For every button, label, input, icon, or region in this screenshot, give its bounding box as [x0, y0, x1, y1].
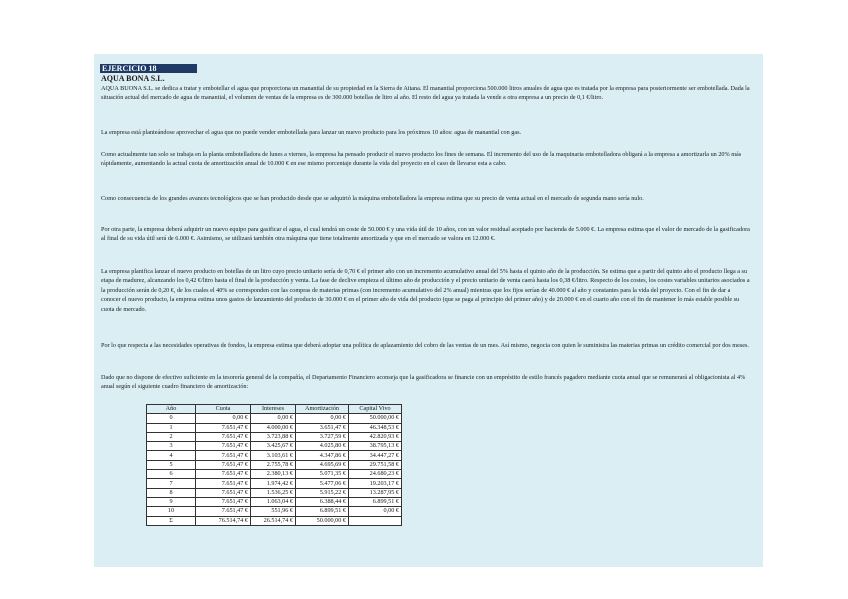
cell-amortization: 4.347,86 €: [296, 451, 349, 460]
cell-interest: 551,96 €: [251, 507, 296, 516]
cell-installment: 7.651,47 €: [196, 423, 251, 432]
header-year: Año: [147, 405, 196, 414]
cell-installment: 7.651,47 €: [196, 432, 251, 441]
cell-interest: 4.000,00 €: [251, 423, 296, 432]
cell-installment: 7.651,47 €: [196, 460, 251, 469]
cell-outstanding-capital: 38.795,13 €: [349, 442, 402, 451]
cell-amortization: 6.899,51 €: [296, 507, 349, 516]
cell-year: 6: [147, 470, 196, 479]
cell-interest: 0,00 €: [251, 414, 296, 423]
table-row: [147, 423, 402, 432]
paragraph-machinery: Como actualmente tan solo se trabaja en la planta embotelladora de lunes a viernes, la empresa ha pensado producir el nuevo producto los fines de semana. El incremento del uso de la maquinaria embotelladora obligará a la empresa a amortizarla un 20% más rápidamente, aumentando la actual cuota de amortización anual de 10.000 € en ese mismo porcentaje durante la vida del proyecto en el caso de llevarse esta a cabo.: [101, 151, 742, 168]
paragraph-intro: AQUA BUONA S.L. se dedica a tratar y embotellar el agua que proporciona un manantial de su propiedad en la Sierra de Aitana. El manantial proporciona 500.000 litros anuales de agua que es tratada por la empresa para posteriormente ser embotellada. Dada la situación actual del mercado de agua de manantial, el volumen de ventas de la empresa es de 300.000 botellas de litro al año. El resto del agua ya tratada la vende a otra empresa a un precio de 0,1 €/litro.: [101, 85, 750, 102]
cell-amortization: 50.000,00 €: [296, 516, 349, 525]
paragraph-financing: Dado que no dispone de efectivo suficiente en la tesorería general de la compañía, el Departamento Financiero aconseja que la gasificadora se financie con un empréstito de estilo francés pagadero mediante cuota anual que se remunerará al obligacionista al 4% anual según el siguiente cuadro financiero de amortización:: [101, 374, 746, 391]
exercise-label: EJERCICIO 18: [100, 64, 197, 73]
table-row: [147, 497, 402, 506]
cell-installment: 7.651,47 €: [196, 488, 251, 497]
table-row: [147, 470, 402, 479]
paragraph-working-capital: Por lo que respecta a las necesidades operativas de fondos, la empresa estima que deberá adoptar una política de aplazamiento del cobro de las ventas de un mes. Así mismo, negocia con quien le suministra las materias primas un crédito comercial por dos meses.: [101, 342, 749, 349]
cell-outstanding-capital: 29.751,58 €: [349, 460, 402, 469]
cell-installment: 0,00 €: [196, 414, 251, 423]
cell-year: 0: [147, 414, 196, 423]
cell-amortization: 3.651,47 €: [296, 423, 349, 432]
amortization-table: [146, 404, 402, 526]
cell-interest: 3.103,61 €: [251, 451, 296, 460]
cell-year: 1: [147, 423, 196, 432]
table-row: [147, 414, 402, 423]
cell-year: 10: [147, 507, 196, 516]
cell-year: 4: [147, 451, 196, 460]
header-interest: Intereses: [251, 405, 296, 414]
cell-amortization: 3.727,59 €: [296, 432, 349, 441]
cell-installment: 76.514,74 €: [196, 516, 251, 525]
cell-interest: 3.723,88 €: [251, 432, 296, 441]
cell-installment: 7.651,47 €: [196, 451, 251, 460]
table-row: [147, 488, 402, 497]
cell-outstanding-capital: [349, 516, 402, 525]
table-header-row: [147, 405, 402, 414]
header-outstanding-capital: Capital Vivo: [349, 405, 402, 414]
cell-outstanding-capital: 0,00 €: [349, 507, 402, 516]
cell-installment: 7.651,47 €: [196, 479, 251, 488]
cell-year: 9: [147, 497, 196, 506]
cell-installment: 7.651,47 €: [196, 442, 251, 451]
cell-amortization: 5.071,35 €: [296, 470, 349, 479]
cell-amortization: 5.915,22 €: [296, 488, 349, 497]
cell-year: Σ: [147, 516, 196, 525]
table-row: [147, 479, 402, 488]
cell-outstanding-capital: 50.000,00 €: [349, 414, 402, 423]
cell-year: 8: [147, 488, 196, 497]
cell-year: 7: [147, 479, 196, 488]
cell-installment: 7.651,47 €: [196, 507, 251, 516]
cell-outstanding-capital: 19.203,17 €: [349, 479, 402, 488]
table-row: [147, 507, 402, 516]
cell-interest: 1.974,42 €: [251, 479, 296, 488]
cell-outstanding-capital: 42.820,93 €: [349, 432, 402, 441]
cell-installment: 7.651,47 €: [196, 470, 251, 479]
cell-installment: 7.651,47 €: [196, 497, 251, 506]
cell-year: 3: [147, 442, 196, 451]
cell-year: 5: [147, 460, 196, 469]
cell-outstanding-capital: 34.447,27 €: [349, 451, 402, 460]
paragraph-pricing-costs: La empresa planifica lanzar el nuevo producto en botellas de un litro cuyo precio unitario sería de 0,70 € el primer año con un incremento acumulativo anual del 5% hasta el quinto año de la producción. Se estima que a partir del quinto año el producto llega a su etapa de madurez, alcanzando los 0,42 €/litro hasta el final de la producción y venta. La fase de declive empieza el último año de producción y el precio unitario de venta caerá hasta los 0,38 €/litro. Respecto de los costes, los costes variables unitarios asociados a la producción serán de 0,20 €, de los cuales el 40% se corresponden con las compras de materias primas (con incremento acumulativo del 2% anual) mientras que los fijos serían de 40.000 € al año y constantes para la vida del proyecto. Con el fin de dar a conocer el nuevo producto, la empresa estima unos gastos de lanzamiento del producto de 30.000 € en el primer año de vida del producto (que se paga al principio del primer año) y de 20.000 € en el cuarto año con el fin de mantener lo más estable posible su cuota de mercado.: [101, 268, 750, 313]
cell-outstanding-capital: 24.680,23 €: [349, 470, 402, 479]
cell-interest: 2.755,78 €: [251, 460, 296, 469]
cell-interest: 1.536,25 €: [251, 488, 296, 497]
cell-outstanding-capital: 46.348,53 €: [349, 423, 402, 432]
paragraph-new-product: La empresa está planteándose aprovechar el agua que no puede vender embotellada para lanzar un nuevo producto para los próximos 10 años: agua de manantial con gas.: [101, 129, 522, 136]
table-row: [147, 451, 402, 460]
company-title: AQUA BONA S.L.: [101, 74, 165, 83]
cell-interest: 3.425,67 €: [251, 442, 296, 451]
cell-outstanding-capital: 13.287,95 €: [349, 488, 402, 497]
cell-interest: 2.380,13 €: [251, 470, 296, 479]
cell-amortization: 0,00 €: [296, 414, 349, 423]
cell-amortization: 5.477,06 €: [296, 479, 349, 488]
header-installment: Cuota: [196, 405, 251, 414]
table-row: [147, 442, 402, 451]
cell-interest: 1.063,04 €: [251, 497, 296, 506]
cell-outstanding-capital: 6.899,51 €: [349, 497, 402, 506]
cell-year: 2: [147, 432, 196, 441]
cell-amortization: 4.025,80 €: [296, 442, 349, 451]
cell-amortization: 6.388,44 €: [296, 497, 349, 506]
table-total-row: [147, 516, 402, 525]
table-row: [147, 460, 402, 469]
table-row: [147, 432, 402, 441]
header-amortization: Amortización: [296, 405, 349, 414]
paragraph-equipment: Por otra parte, la empresa deberá adquirir un nuevo equipo para gasificar el agua, el cual tendrá un coste de 50.000 € y una vida útil de 10 años, con un valor residual aceptado por hacienda de 5.000 €. La empresa estima que el valor de mercado de la gasificadora al final de su vida útil será de 6.000 €. Asimismo, se utilizará también otra máquina que tiene totalmente amortizada y que en el mercado se valora en 12.000 €.: [101, 226, 750, 243]
cell-amortization: 4.695,69 €: [296, 460, 349, 469]
cell-interest: 26.514,74 €: [251, 516, 296, 525]
paragraph-market-value: Como consecuencia de los grandes avances tecnológicos que se han producido desde que se adquirió la máquina embotelladora la empresa estima que su precio de venta actual en el mercado de segunda mano sería nulo.: [101, 195, 644, 202]
